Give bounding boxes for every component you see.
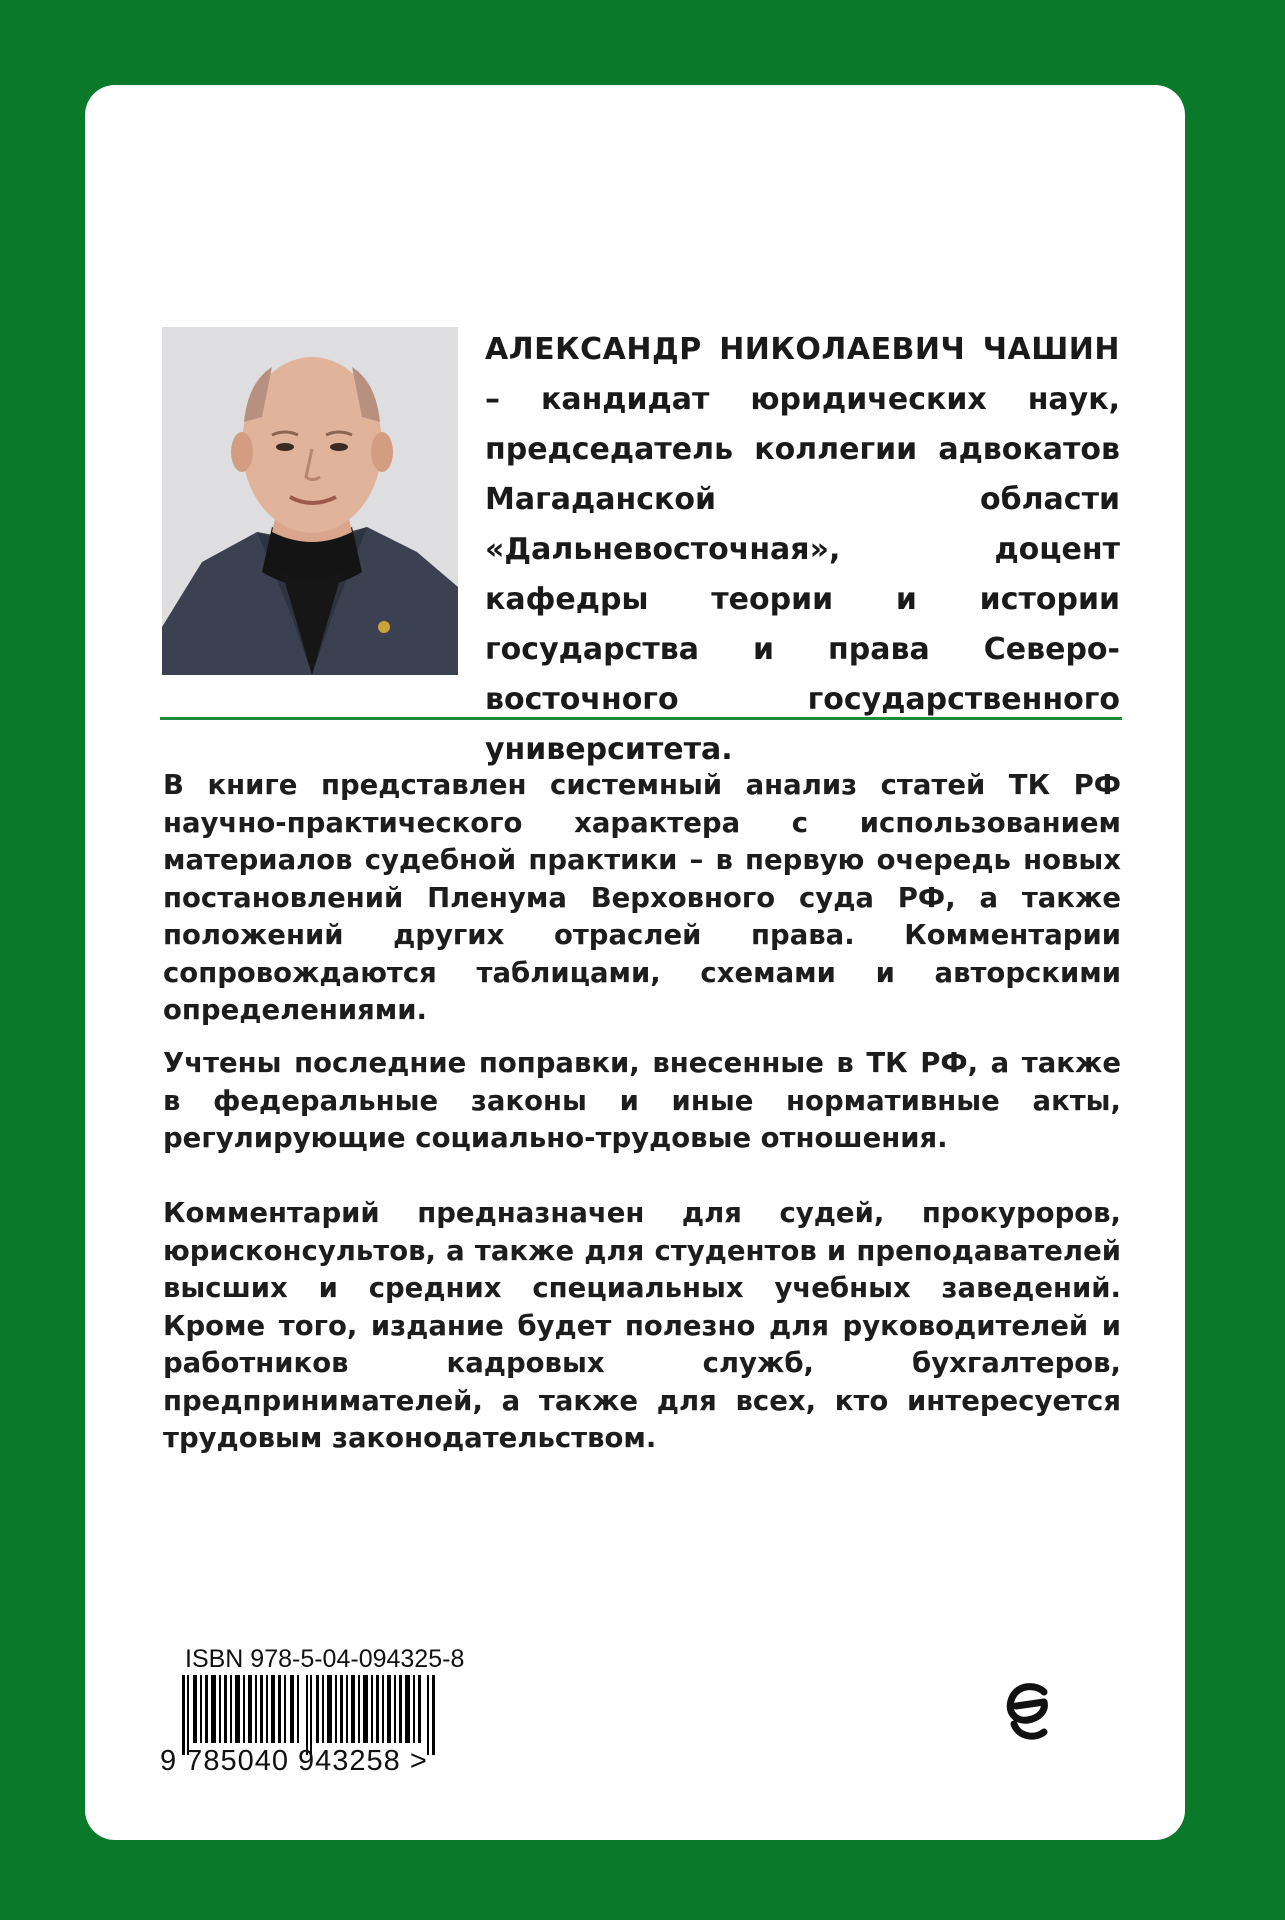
- author-bio: [485, 325, 1120, 775]
- description-paragraph-1: В книге представлен системный анализ статей ТК РФ научно-практического характера с использованием материалов судебной практики – в первую очередь новых постановлений Пленума Верховного суда РФ, а также положений других отраслей права. Комментарии сопровождаются таблицами, схемами и авторскими определениями.: [163, 769, 1121, 1026]
- description-paragraph-2: Учтены последние поправки, внесенные в ТК РФ, а также в федеральные законы и иные нормативные акты, регулирующие социально-трудовые отношения.: [163, 1047, 1121, 1154]
- author-name: АЛЕКСАНДР НИКОЛАЕВИЧ ЧАШИН: [485, 332, 1120, 367]
- author-description: кандидат юридических наук, председатель коллегии адвокатов Магаданской области «Дальневосточная», доцент кафедры теории и истории государства и права Северо-восточного государственного университета.: [485, 382, 1120, 767]
- author-portrait-illustration: [162, 327, 458, 675]
- description-paragraph-3: Комментарий предназначен для судей, прокуроров, юрисконсультов, а также для студентов и преподавателей высших и средних специальных учебных заведений. Кроме того, издание будет полезно для руководителей и работников кадровых служб, бухгалтеров, предпринимателей, а также для всех, кто интересуется трудовым законодательством.: [163, 1197, 1121, 1454]
- barcode-bars: [160, 1675, 500, 1755]
- back-cover-card: [85, 85, 1185, 1840]
- author-dash: –: [485, 382, 500, 417]
- barcode-digits: 9 785040 943258 >: [160, 1745, 428, 1777]
- isbn-label: ISBN 978-5-04-094325-8: [185, 1645, 465, 1673]
- publisher-logo-icon: [1000, 1670, 1060, 1750]
- author-photo: [162, 327, 458, 675]
- publisher-logo-graphic: [1000, 1670, 1060, 1750]
- section-divider: [160, 717, 1122, 720]
